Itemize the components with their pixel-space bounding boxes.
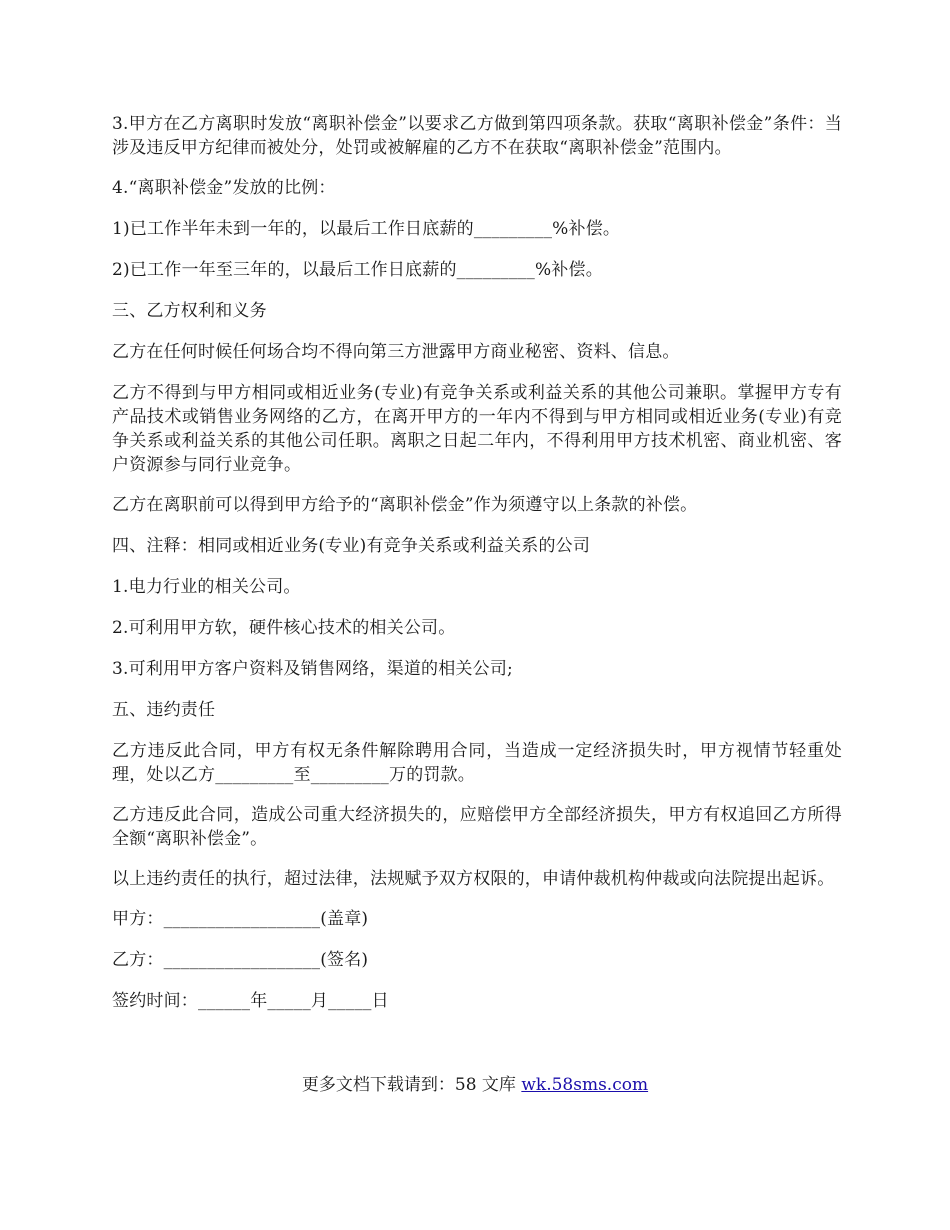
- signature-party-b: 乙方：__________________(签名): [112, 950, 369, 970]
- section-heading-notes: 四、注释：相同或相近业务(专业)有竞争关系或利益关系的公司: [112, 536, 591, 556]
- footer-link[interactable]: wk.58sms.com: [521, 1075, 649, 1095]
- ratio-one-to-three-years: 2)已工作一年至三年的，以最后工作日底薪的_________%补偿。: [112, 260, 603, 280]
- clause-compensation-note: 乙方在离职前可以得到甲方给予的“离职补偿金”作为须遵守以上条款的补偿。: [112, 495, 698, 515]
- signing-date: 签约时间：______年_____月_____日: [112, 991, 389, 1011]
- note-item-3: 3.可利用甲方客户资料及销售网络，渠道的相关公司;: [112, 659, 513, 679]
- document-body: [112, 112, 842, 1030]
- clause-penalty: 乙方违反此合同，甲方有权无条件解除聘用合同，当造成一定经济损失时，甲方视情节轻重处理，处以乙方_________至_________万的罚款。: [112, 741, 842, 785]
- clause-confidentiality: 乙方在任何时候任何场合均不得向第三方泄露甲方商业秘密、资料、信息。: [112, 342, 680, 362]
- footer: [0, 1073, 950, 1097]
- clause-compensation-ratio: 4.“离职补偿金”发放的比例：: [112, 178, 336, 198]
- section-heading-liability: 五、违约责任: [112, 700, 216, 720]
- ratio-half-year: 1)已工作半年未到一年的，以最后工作日底薪的_________%补偿。: [112, 219, 621, 239]
- clause-arbitration: 以上违约责任的执行，超过法律，法规赋予双方权限的，申请仲裁机构仲裁或向法院提出起诉。: [112, 869, 835, 889]
- clause-compensation-conditions: 3.甲方在乙方离职时发放“离职补偿金”以要求乙方做到第四项条款。获取“离职补偿金”条件：当涉及违反甲方纪律而被处分，处罚或被解雇的乙方不在获取“离职补偿金”范围内。: [112, 114, 842, 158]
- footer-prefix: 更多文档下载请到：58 文库: [301, 1075, 522, 1095]
- section-heading-rights: 三、乙方权利和义务: [112, 301, 267, 321]
- clause-damages: 乙方违反此合同，造成公司重大经济损失的，应赔偿甲方全部经济损失，甲方有权追回乙方所得全额“离职补偿金”。: [112, 805, 842, 849]
- note-item-1: 1.电力行业的相关公司。: [112, 577, 301, 597]
- note-item-2: 2.可利用甲方软，硬件核心技术的相关公司。: [112, 618, 456, 638]
- signature-party-a: 甲方：__________________(盖章): [112, 909, 369, 929]
- clause-non-compete: 乙方不得到与甲方相同或相近业务(专业)有竞争关系或利益关系的其他公司兼职。掌握甲方专有产品技术或销售业务网络的乙方，在离开甲方的一年内不得到与甲方相同或相近业务(专业)有竞争关系或利益关系的其他公司任职。离职之日起二年内，不得利用甲方技术机密、商业机密、客户资源参与同行业竞争。: [112, 383, 842, 475]
